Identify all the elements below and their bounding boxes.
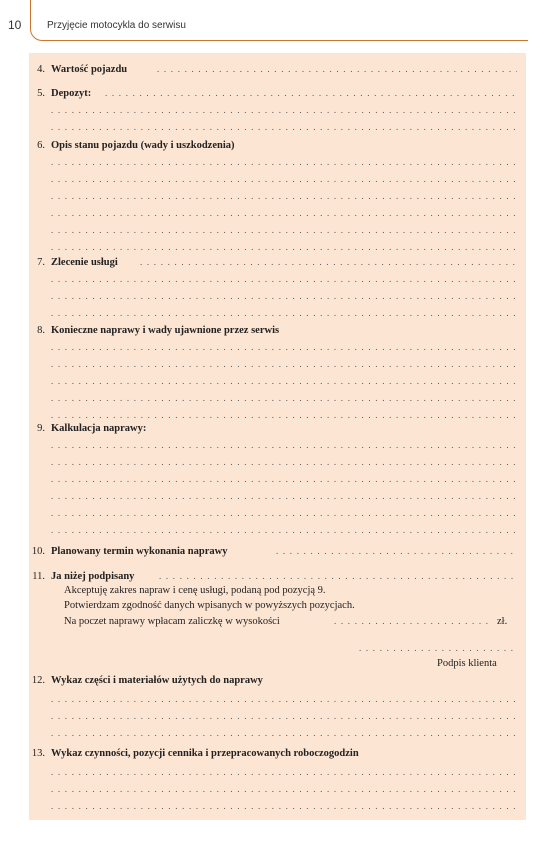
section-label: Ja niżej podpisany xyxy=(51,571,135,582)
section-number: 9. xyxy=(37,423,45,434)
field-repairs-line[interactable] xyxy=(51,392,517,405)
field-condition-line[interactable] xyxy=(51,224,517,237)
field-deposit-line[interactable] xyxy=(51,104,517,117)
section-label: Wykaz części i materiałów użytych do naprawy xyxy=(51,675,263,686)
field-parts-line[interactable] xyxy=(51,710,517,723)
section-label: Depozyt: xyxy=(51,88,92,99)
field-vehicle-value[interactable] xyxy=(157,63,517,76)
signature-label: Podpis klienta xyxy=(437,658,497,669)
field-labor-line[interactable] xyxy=(51,783,517,796)
field-labor-line[interactable] xyxy=(51,766,517,779)
section-label: Wykaz czynności, pozycji cennika i przepracowanych roboczogodzin xyxy=(51,748,359,759)
section-number: 13. xyxy=(31,748,45,759)
running-title: Przyjęcie motocykla do serwisu xyxy=(47,20,186,31)
section-label: Planowany termin wykonania naprawy xyxy=(51,546,228,557)
field-signer-name[interactable] xyxy=(159,570,517,583)
field-repairs-line[interactable] xyxy=(51,341,517,354)
currency-label: zł. xyxy=(497,616,508,627)
field-advance-amount[interactable] xyxy=(334,615,491,628)
field-service-order[interactable] xyxy=(140,256,517,269)
field-deposit[interactable] xyxy=(105,87,517,100)
field-parts-line[interactable] xyxy=(51,693,517,706)
field-condition-line[interactable] xyxy=(51,207,517,220)
field-planned-date[interactable] xyxy=(276,545,517,558)
field-condition-line[interactable] xyxy=(51,190,517,203)
service-form xyxy=(29,53,526,820)
field-service-order-line[interactable] xyxy=(51,307,517,320)
section-number: 11. xyxy=(32,571,45,582)
section-label: Wartość pojazdu xyxy=(51,64,128,75)
field-calculation-line[interactable] xyxy=(51,524,517,537)
field-labor-line[interactable] xyxy=(51,800,517,813)
section-number: 7. xyxy=(37,257,45,268)
page-number: 10 xyxy=(8,18,22,32)
field-calculation-line[interactable] xyxy=(51,439,517,452)
field-calculation-line[interactable] xyxy=(51,507,517,520)
field-condition-line[interactable] xyxy=(51,173,517,186)
section-number: 8. xyxy=(37,325,45,336)
section-label: Kalkulacja naprawy: xyxy=(51,423,147,434)
field-parts-line[interactable] xyxy=(51,727,517,740)
field-calculation-line[interactable] xyxy=(51,456,517,469)
section-number: 6. xyxy=(37,140,45,151)
field-service-order-line[interactable] xyxy=(51,290,517,303)
field-condition-line[interactable] xyxy=(51,241,517,254)
statement-text: Na poczet naprawy wpłacam zaliczkę w wysokości xyxy=(64,616,280,627)
section-number: 4. xyxy=(37,64,45,75)
section-number: 10. xyxy=(31,546,45,557)
section-label: Opis stanu pojazdu (wady i uszkodzenia) xyxy=(51,140,235,151)
section-number: 5. xyxy=(37,88,45,99)
field-calculation-line[interactable] xyxy=(51,473,517,486)
section-label: Zlecenie usługi xyxy=(51,257,118,268)
field-repairs-line[interactable] xyxy=(51,409,517,422)
field-repairs-line[interactable] xyxy=(51,375,517,388)
section-number: 12. xyxy=(31,675,45,686)
statement-text: Potwierdzam zgodność danych wpisanych w powyższych pozycjach. xyxy=(64,600,355,611)
field-customer-signature[interactable] xyxy=(359,642,517,655)
field-condition-line[interactable] xyxy=(51,156,517,169)
field-deposit-line[interactable] xyxy=(51,121,517,134)
page-header xyxy=(0,0,546,44)
field-service-order-line[interactable] xyxy=(51,273,517,286)
statement-text: Akceptuję zakres napraw i cenę usługi, podaną pod pozycją 9. xyxy=(64,585,326,596)
section-label: Konieczne naprawy i wady ujawnione przez serwis xyxy=(51,325,280,336)
field-repairs-line[interactable] xyxy=(51,358,517,371)
field-calculation-line[interactable] xyxy=(51,490,517,503)
